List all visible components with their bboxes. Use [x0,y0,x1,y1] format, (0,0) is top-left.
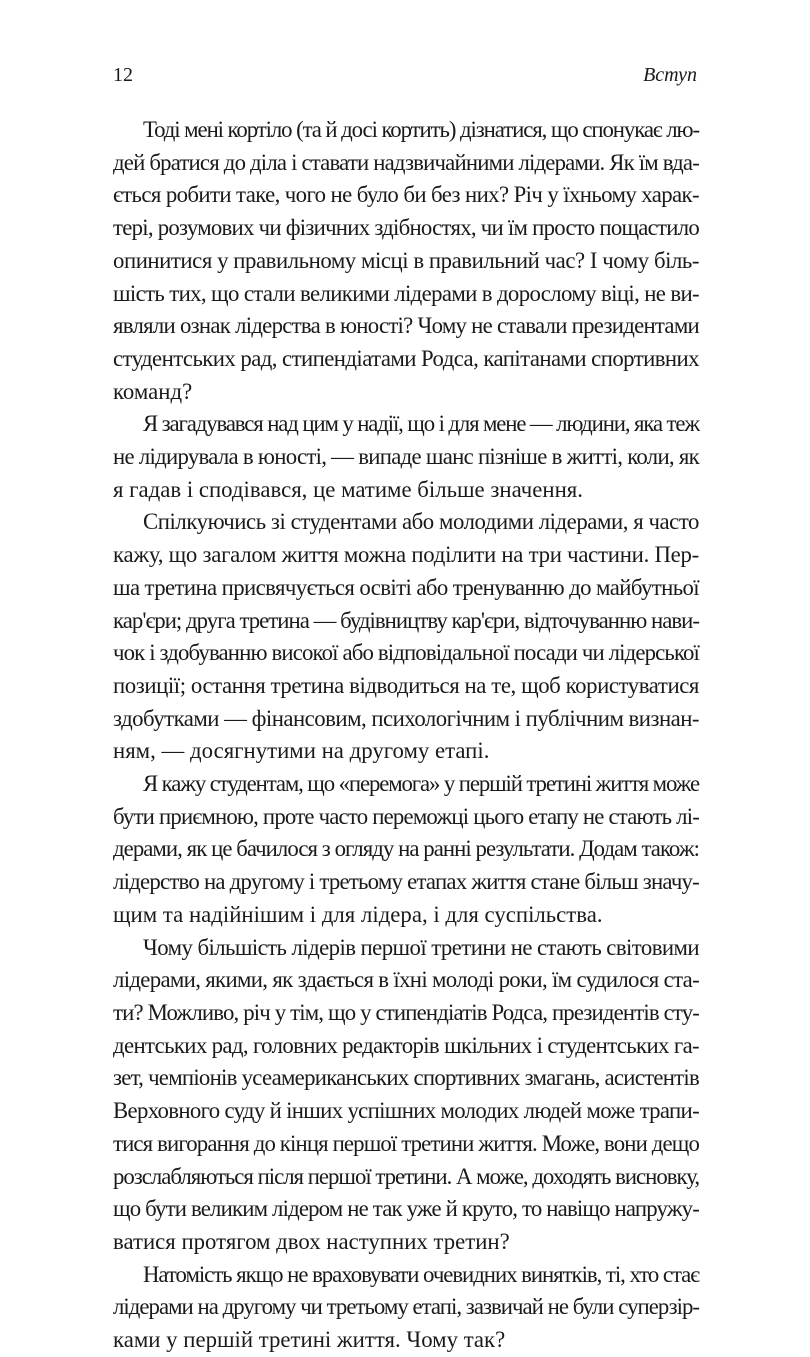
text-line: Натомість якщо не враховувати очевидних винятків, ті, хто стає [143,1261,699,1287]
text-line: ша третина присвячується освіті або тренуванню до майбутньої [113,574,700,600]
text-line: ватися протягом двох наступних третин? [113,1228,510,1254]
text-line: здобутками — фінансовим, психологічним і публічним визнан- [113,705,699,731]
text-line: Спілкуючись зі студентами або молодими лідерами, я часто [143,509,699,535]
text-line: Я загадувався над цим у надії, що і для мене — людини, яка теж [143,411,699,437]
text-line: дентських рад, головних редакторів шкільних і студентських га- [113,1032,700,1058]
text-line: щим та надійнішим і для лідера, і для суспільства. [113,901,603,927]
text-line: Чому більшість лідерів першої третини не стають світовими [143,934,699,960]
text-line: зет, чемпіонів усеамериканських спортивних змагань, асистентів [113,1065,700,1091]
text-line: команд? [113,378,193,404]
text-line: що бути великим лідером не так уже й круто, то навіщо напружу- [113,1196,700,1222]
text-line: тері, розумових чи фізичних здібностях, чи їм просто пощастило [113,215,699,241]
text-line: Я кажу студентам, що «перемога» у першій третині життя може [143,771,699,797]
text-line: чок і здобуванню високої або відповідальної посади чи лідерської [113,640,700,666]
page-header [113,64,697,92]
text-line: кажу, що загалом життя можна поділити на три частини. Пер- [113,542,700,568]
text-line: дей братися до діла і ставати надзвичайними лідерами. Як їм вда- [113,149,699,175]
text-line: ється робити таке, чого не було би без них? Річ у їхньому харак- [113,182,699,208]
text-line: лідерами, якими, як здається в їхні молоді роки, їм судилося ста- [113,967,700,993]
text-line: лідерами на другому чи третьому етапі, зазвичай не були суперзір- [113,1294,700,1320]
page-number: 12 [113,64,133,86]
text-line: не лідирувала в юності, — випаде шанс пізніше в житті, коли, як [113,444,699,470]
running-head: Вступ [643,64,697,86]
text-line: позиції; остання третина відводиться на те, щоб користуватися [113,672,699,698]
text-line: шість тих, що стали великими лідерами в дорослому віці, не ви- [113,280,699,306]
text-line: ням, — досягнутими на другому етапі. [113,738,490,764]
text-line: бути приємною, проте часто переможці цього етапу не стають лі- [113,803,700,829]
body-text [113,114,699,1357]
text-line: дерами, як це бачилося з огляду на ранні результати. Додам також: [113,836,700,862]
text-line: тися вигорання до кінця першої третини життя. Може, вони дещо [113,1130,699,1156]
text-line: Верховного суду й інших успішних молодих людей може трапи- [113,1098,699,1124]
text-line: кар'єри; друга третина — будівництву кар'єри, відточуванню нави- [113,607,699,633]
text-line: лідерство на другому і третьому етапах життя стане більш значу- [113,869,699,895]
text-line: студентських рад, стипендіатами Родса, капітанами спортивних [113,345,699,371]
text-line: опинитися у правильному місці в правильний час? І чому біль- [113,247,699,273]
text-line: являли ознак лідерства в юності? Чому не ставали президентами [113,313,699,339]
text-line: ками у першій третині життя. Чому так? [113,1327,506,1353]
text-line: я гадав і сподівався, це матиме більше значення. [113,476,583,502]
text-line: ти? Можливо, річ у тім, що у стипендіатів Родса, президентів сту- [113,999,700,1025]
text-line: розслабляються після першої третини. А може, доходять висновку, [113,1163,700,1189]
text-line: Тоді мені кортіло (та й досі кортить) дізнатися, що спонукає лю- [143,117,699,142]
